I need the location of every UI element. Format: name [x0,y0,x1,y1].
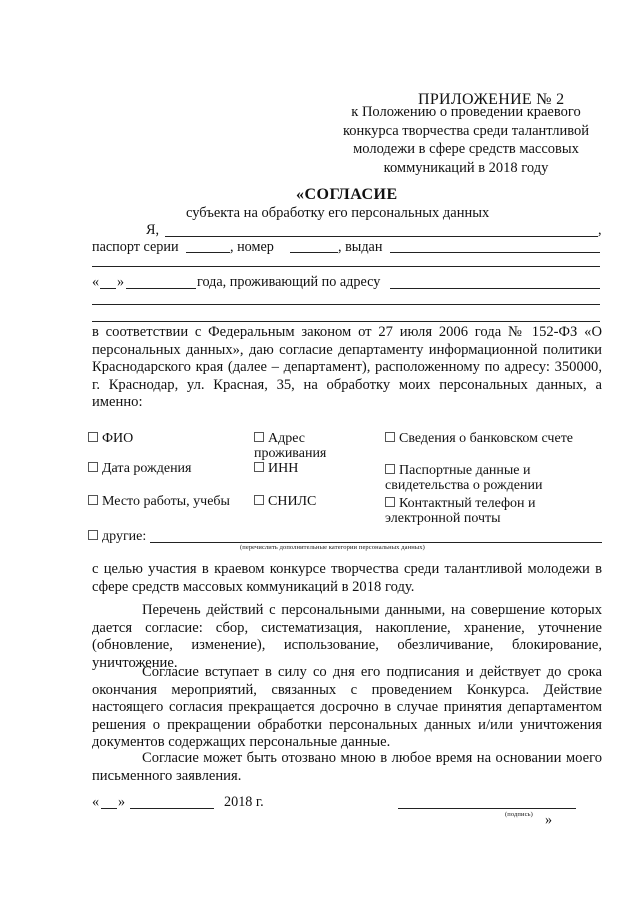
checkbox-icon [385,497,395,507]
birth-day-line[interactable] [100,288,116,289]
checkbox-icon [88,530,98,540]
category-bank[interactable] [385,431,605,446]
signature-line[interactable] [398,808,576,809]
category-birth-date[interactable] [88,461,192,476]
address-continuation-line-1[interactable] [92,304,600,305]
category-work[interactable] [88,494,230,509]
checkbox-icon [385,432,395,442]
sign-day-line[interactable] [101,808,117,809]
passport-series-label: паспорт серии [92,239,179,255]
passport-issued-line[interactable] [390,252,600,253]
ya-label: Я, [146,222,160,238]
checkbox-icon [88,432,98,442]
appendix-subtitle: к Положению о проведении краевого конкурса творчества среди талантливой молодежи в сфере средств массовых коммуникаций в 2018 году [342,104,590,176]
document-subtitle: субъекта на обработку его персональных данных [186,205,490,221]
category-fio[interactable] [88,431,133,446]
category-passport-label: Паспортные данные и свидетельства о рождении [385,463,543,493]
sign-date-quote-close: » [118,794,126,810]
passport-number-line[interactable] [290,252,338,253]
sign-date-quote-open: « [92,794,100,810]
category-address-label: Адрес проживания [254,431,327,461]
category-work-label: Место работы, учебы [102,494,230,509]
category-other-label: другие: [102,529,147,544]
checkbox-icon [254,495,264,505]
birth-date-quote-close: » [117,274,125,290]
category-passport[interactable] [385,463,555,493]
signature-hint: (подпись) [505,811,533,818]
actions-paragraph: Перечень действий с персональными данными, на совершение которых дается согласие: сбор, систематизация, накопление, хранение, уточнение (обновление, изменение), использование, обезличивание, блокирование, уничтожение. [92,602,602,671]
category-snils-label: СНИЛС [268,494,317,509]
category-inn[interactable] [254,461,298,476]
checkbox-icon [88,495,98,505]
full-name-line[interactable] [165,236,598,237]
purpose-paragraph: с целью участия в краевом конкурсе творчества среди талантливой молодежи в сфере средств массовых коммуникаций в 2018 году. [92,561,602,595]
checkbox-icon [88,462,98,472]
revoke-paragraph: Согласие может быть отозвано мною в любое время на основании моего письменного заявления. [92,750,602,784]
category-inn-label: ИНН [268,461,299,476]
other-categories-hint: (перечислить дополнительные категории персональных данных) [240,544,425,551]
validity-paragraph: Согласие вступает в силу со дня его подписания и действует до срока окончания мероприятий, связанных с проведением Конкурса. Действие настоящего согласия прекращается досрочно в случае принятия департаментом решения о прекращении обработки персональных данных и/или уничтожения документов содержащих персональные данные. [92,664,602,751]
category-birth-date-label: Дата рождения [102,461,192,476]
category-address[interactable] [254,431,364,461]
issued-continuation-line[interactable] [92,266,600,267]
passport-issued-label: , выдан [338,239,383,255]
address-line[interactable] [390,288,600,289]
birth-date-quote-open: « [92,274,100,290]
category-phone-label: Контактный телефон и электронной почты [385,496,536,526]
checkbox-icon [254,462,264,472]
birth-month-year-line[interactable] [126,288,196,289]
sign-month-line[interactable] [130,808,214,809]
full-name-comma: , [598,222,602,238]
category-phone[interactable] [385,496,555,526]
law-paragraph: в соответствии с Федеральным законом от 27 июля 2006 года № 152-ФЗ «О персональных данных», даю согласие департаменту информационной политики Краснодарского края (далее – департамент), расположенному по адресу: 350000, г. Краснодар, ул. Красная, 35, на обработку моих персональных данных, а именно: [92,324,602,411]
passport-series-line[interactable] [186,252,230,253]
category-snils[interactable] [254,494,316,509]
other-categories-line[interactable] [150,542,602,543]
checkbox-icon [385,464,395,474]
address-continuation-line-2[interactable] [92,321,600,322]
document-title: «СОГЛАСИЕ [296,186,398,203]
passport-number-label: , номер [230,239,274,255]
category-other[interactable] [88,529,146,544]
appendix-title: ПРИЛОЖЕНИЕ № 2 [418,91,565,108]
sign-year: 2018 г. [224,794,264,810]
address-label: года, проживающий по адресу [197,274,381,290]
checkbox-icon [254,432,264,442]
category-bank-label: Сведения о банковском счете [399,431,574,446]
closing-quote: » [545,812,553,828]
category-fio-label: ФИО [102,431,134,446]
